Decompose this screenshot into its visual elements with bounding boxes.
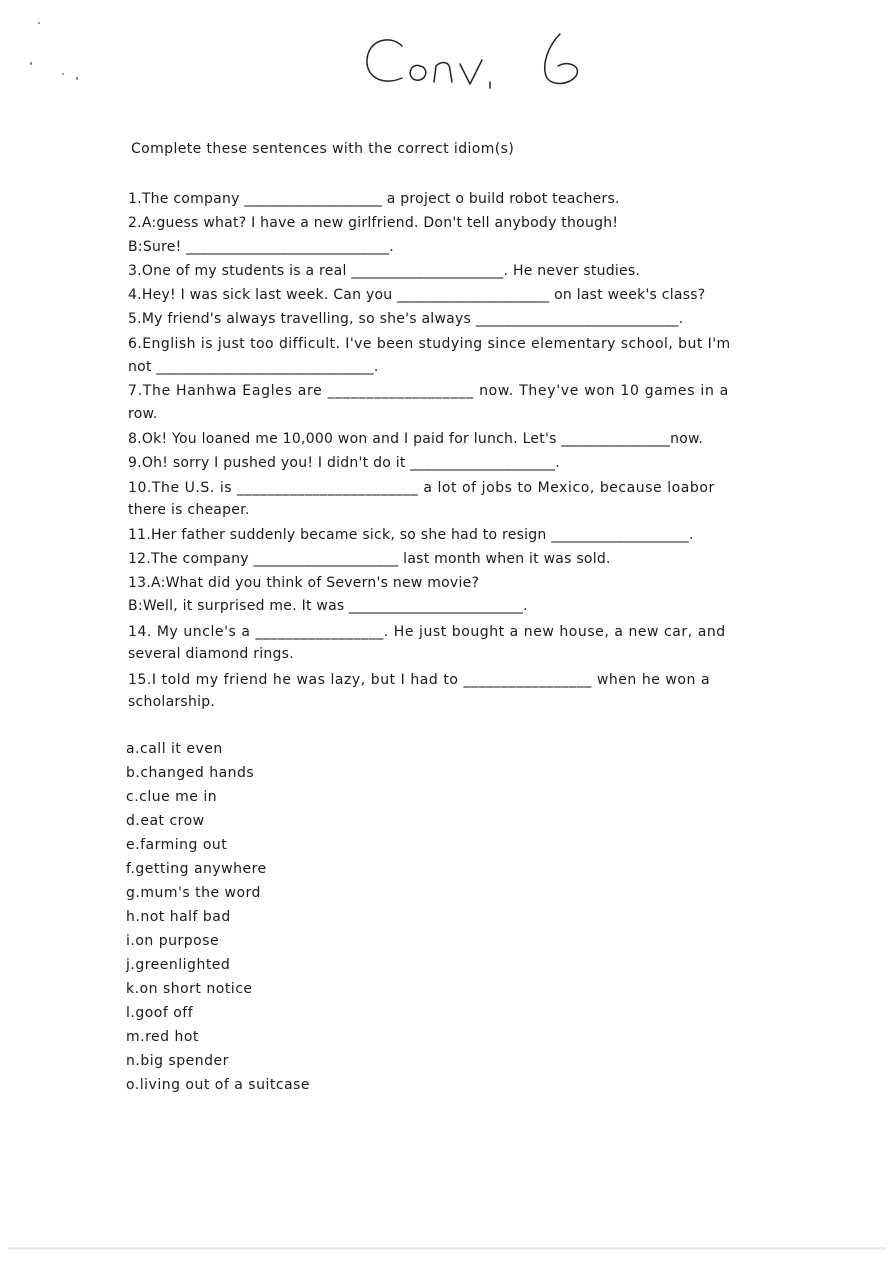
question-4: 4.Hey! I was sick last week. Can you _____________________ on last week's class? bbox=[128, 287, 706, 303]
answer-option: l.goof off bbox=[126, 1005, 194, 1021]
question-13: 13.A:What did you think of Severn's new movie? bbox=[128, 575, 480, 591]
instruction-text: Complete these sentences with the correct idiom(s) bbox=[131, 141, 515, 157]
handwritten-title bbox=[362, 26, 602, 96]
question-14: 14. My uncle's a _________________. He just bought a new house, a new car, and bbox=[128, 624, 726, 640]
question-2: 2.A:guess what? I have a new girlfriend. Don't tell anybody though! bbox=[128, 215, 619, 231]
scan-bottom-edge bbox=[8, 1247, 886, 1250]
question-7: 7.The Hanhwa Eagles are ___________________ now. They've won 10 games in a bbox=[128, 383, 729, 399]
question-1 bbox=[128, 189, 764, 209]
question-11: 11.Her father suddenly became sick, so she had to resign ___________________. bbox=[128, 527, 694, 543]
answer-option: m.red hot bbox=[126, 1029, 199, 1045]
speck bbox=[38, 22, 40, 24]
answer-option: g.mum's the word bbox=[126, 885, 261, 901]
question-14-continued: several diamond rings. bbox=[128, 646, 294, 662]
question-3: 3.One of my students is a real _____________________. He never studies. bbox=[128, 263, 641, 279]
question-12: 12.The company ____________________ last month when it was sold. bbox=[128, 551, 611, 567]
question-9: 9.Oh! sorry I pushed you! I didn't do it ____________________. bbox=[128, 455, 560, 471]
answer-option: j.greenlighted bbox=[126, 957, 231, 973]
answer-option: a.call it even bbox=[126, 741, 223, 757]
speck bbox=[30, 62, 32, 65]
answer-option: d.eat crow bbox=[126, 813, 205, 829]
question-8: 8.Ok! You loaned me 10,000 won and I paid for lunch. Let's _______________now. bbox=[128, 431, 704, 447]
answer-option: f.getting anywhere bbox=[126, 861, 267, 877]
question-10-continued: there is cheaper. bbox=[128, 502, 250, 518]
question-15: 15.I told my friend he was lazy, but I had to _________________ when he won a bbox=[128, 672, 711, 688]
speck bbox=[76, 77, 78, 80]
question-2-response: B:Sure! ____________________________. bbox=[128, 239, 394, 255]
speck bbox=[62, 73, 64, 75]
question-15-continued: scholarship. bbox=[128, 694, 216, 710]
question-13-response: B:Well, it surprised me. It was ________________________. bbox=[128, 598, 528, 614]
question-text: 1.The company ___________________ a project o build robot teachers. bbox=[128, 191, 620, 207]
answer-option: k.on short notice bbox=[126, 981, 253, 997]
question-5: 5.My friend's always travelling, so she's always ____________________________. bbox=[128, 311, 684, 327]
question-7-continued: row. bbox=[128, 406, 158, 422]
answer-option: i.on purpose bbox=[126, 933, 220, 949]
question-6: 6.English is just too difficult. I've been studying since elementary school, but I'm bbox=[128, 336, 731, 352]
question-10: 10.The U.S. is ________________________ a lot of jobs to Mexico, because loabor bbox=[128, 480, 715, 496]
answer-option: c.clue me in bbox=[126, 789, 218, 805]
answer-option: o.living out of a suitcase bbox=[126, 1077, 311, 1093]
answer-option: e.farming out bbox=[126, 837, 228, 853]
answer-option: n.big spender bbox=[126, 1053, 229, 1069]
question-6-continued: not ______________________________. bbox=[128, 359, 379, 375]
answer-option: b.changed hands bbox=[126, 765, 255, 781]
answer-option: h.not half bad bbox=[126, 909, 231, 925]
